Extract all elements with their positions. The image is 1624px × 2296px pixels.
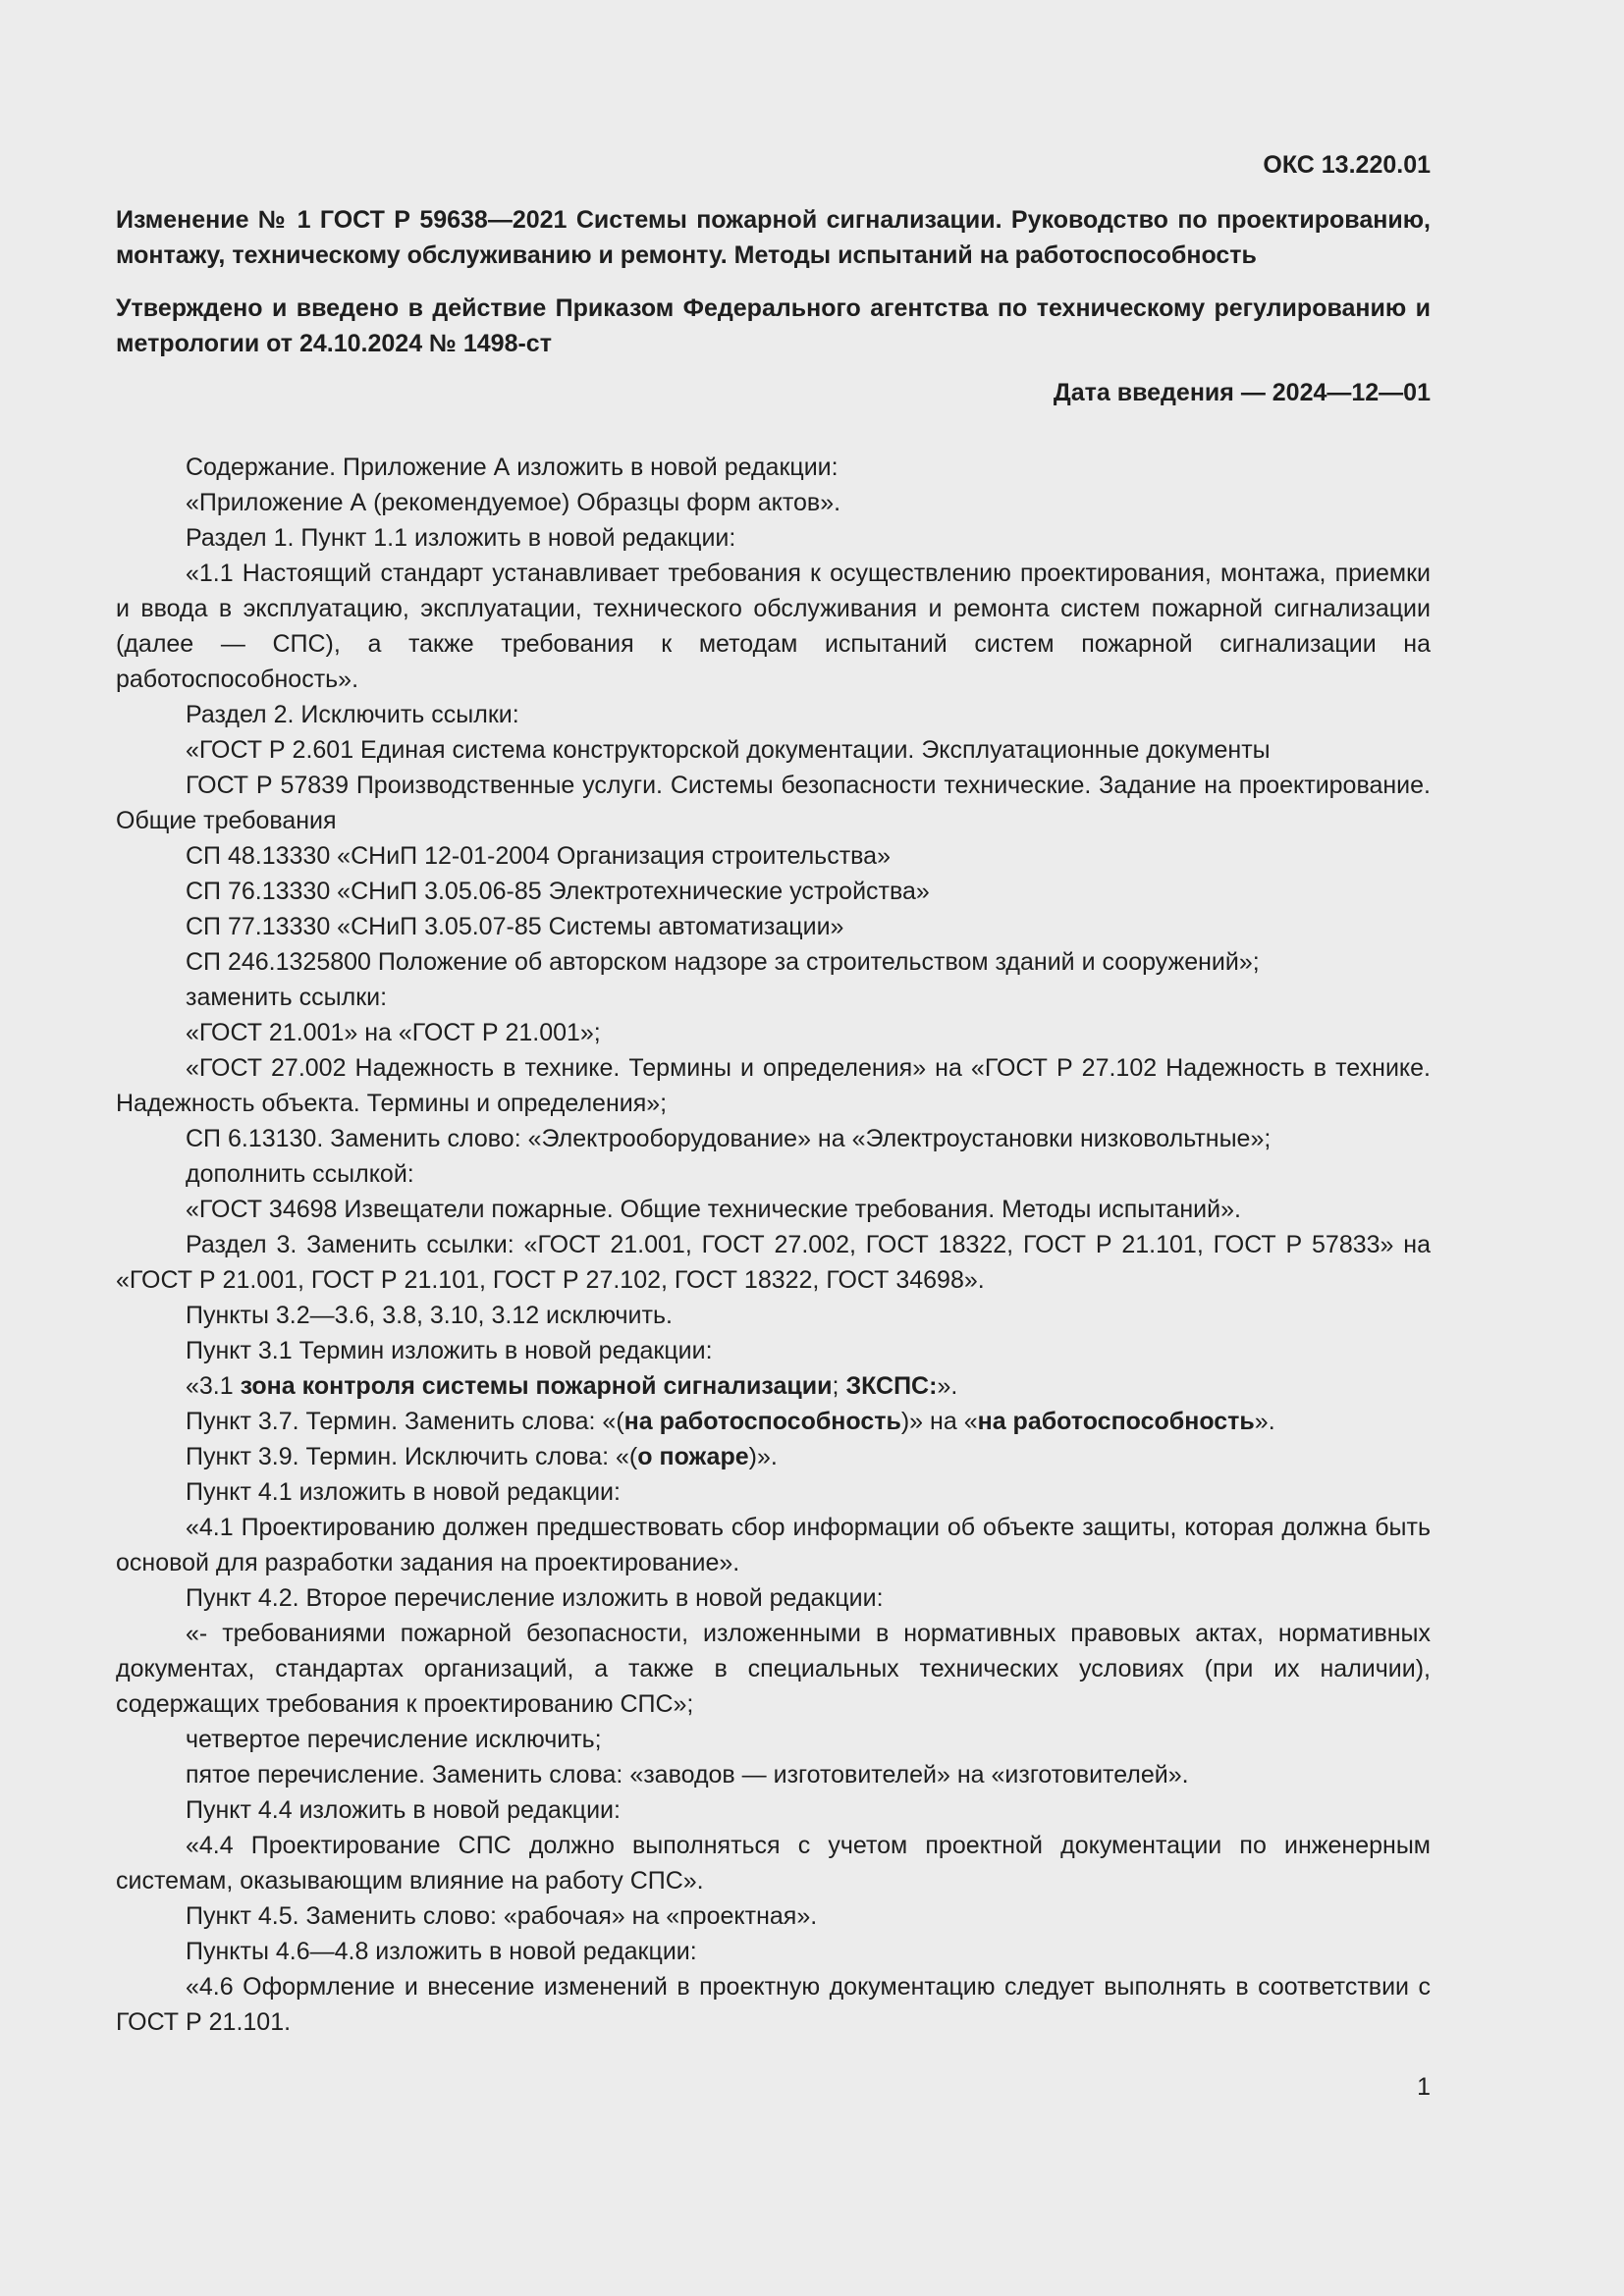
bold-text: о пожаре — [637, 1443, 749, 1470]
paragraph: Пункт 4.2. Второе перечисление изложить в новой редакции: — [186, 1584, 884, 1612]
paragraph: Пункт 4.4 изложить в новой редакции: — [186, 1796, 621, 1824]
paragraph: «4.4 Проектирование СПС должно выполняться с учетом проектной документации по инженерным системам, оказывающим влияние на работу СПС». — [116, 1832, 1431, 1895]
text-run: )» на « — [900, 1408, 978, 1435]
paragraph: Пункты 3.2—3.6, 3.8, 3.10, 3.12 исключить. — [186, 1302, 673, 1329]
paragraph: «4.1 Проектированию должен предшествовать сбор информации об объекте защиты, которая должна быть основой для разработки задания на проектирование». — [116, 1514, 1431, 1576]
effective-date: Дата введения — 2024—12—01 — [1053, 379, 1431, 406]
paragraph-term-3-1 — [116, 1368, 1431, 1404]
paragraph: СП 6.13130. Заменить слово: «Электрооборудование» на «Электроустановки низковольтные»; — [186, 1125, 1272, 1152]
paragraph: СП 76.13330 «СНиП 3.05.06-85 Электротехнические устройства» — [186, 878, 930, 905]
text-run: ». — [1254, 1408, 1275, 1435]
text-run: )». — [748, 1443, 778, 1470]
paragraph: Содержание. Приложение А изложить в новой редакции: — [186, 454, 839, 481]
oks-code: ОКС 13.220.01 — [1263, 151, 1431, 179]
term-bold: зона контроля системы пожарной сигнализации — [240, 1372, 833, 1400]
paragraph: «ГОСТ 27.002 Надежность в технике. Термины и определения» на «ГОСТ Р 27.102 Надежность в технике. Надежность объекта. Термины и определения»; — [116, 1054, 1431, 1117]
paragraph: Пункты 4.6—4.8 изложить в новой редакции: — [186, 1938, 697, 1965]
paragraph: Пункт 4.5. Заменить слово: «рабочая» на «проектная». — [186, 1902, 818, 1930]
bold-text: на работоспособность — [623, 1408, 901, 1435]
paragraph: пятое перечисление. Заменить слова: «заводов — изготовителей» на «изготовителей». — [186, 1761, 1189, 1789]
paragraph: «1.1 Настоящий стандарт устанавливает требования к осуществлению проектирования, монтажа, приемки и ввода в эксплуатацию, эксплуатации, технического обслуживания и ремонта систем пожарной сигнализации (далее — СПС), а также требования к методам испытаний систем пожарной сигнализации на работоспособность». — [116, 560, 1431, 693]
paragraph: СП 77.13330 «СНиП 3.05.07-85 Системы автоматизации» — [186, 913, 844, 940]
text-run: «3.1 — [186, 1372, 241, 1400]
paragraph: СП 48.13330 «СНиП 12-01-2004 Организация строительства» — [186, 842, 891, 870]
abbreviation-bold: ЗКСПС: — [845, 1372, 938, 1400]
paragraph: Пункт 3.1 Термин изложить в новой редакции: — [186, 1337, 713, 1364]
text-run: ; — [832, 1372, 846, 1400]
page-number: 1 — [1417, 2073, 1431, 2101]
paragraph: дополнить ссылкой: — [186, 1160, 414, 1188]
paragraph: «Приложение А (рекомендуемое) Образцы форм актов». — [186, 489, 841, 516]
paragraph: Раздел 3. Заменить ссылки: «ГОСТ 21.001, ГОСТ 27.002, ГОСТ 18322, ГОСТ Р 21.101, ГОСТ Р 57833» на «ГОСТ Р 21.001, ГОСТ Р 21.101, ГОСТ Р 27.102, ГОСТ 18322, ГОСТ 34698». — [116, 1231, 1431, 1294]
approval-statement: Утверждено и введено в действие Приказом Федерального агентства по техническому регулированию и метрологии от 24.10.2024 № 1498-ст — [116, 294, 1431, 357]
document-title: Изменение № 1 ГОСТ Р 59638—2021 Системы пожарной сигнализации. Руководство по проектированию, монтажу, техническому обслуживанию и ремонту. Методы испытаний на работоспособность — [116, 206, 1431, 269]
text-run: Пункт 3.7. Термин. Заменить слова: «( — [186, 1408, 624, 1435]
paragraph: «4.6 Оформление и внесение изменений в проектную документацию следует выполнять в соответствии с ГОСТ Р 21.101. — [116, 1973, 1431, 2036]
paragraph: СП 246.1325800 Положение об авторском надзоре за строительством зданий и сооружений»; — [186, 948, 1260, 976]
paragraph: четвертое перечисление исключить; — [186, 1726, 602, 1753]
paragraph: «ГОСТ Р 2.601 Единая система конструкторской документации. Эксплуатационные документы — [186, 736, 1271, 764]
paragraph: «ГОСТ 34698 Извещатели пожарные. Общие технические требования. Методы испытаний». — [186, 1196, 1241, 1223]
paragraph: Раздел 1. Пункт 1.1 изложить в новой редакции: — [186, 524, 736, 552]
text-run: ». — [937, 1372, 958, 1400]
paragraph: Пункт 4.1 изложить в новой редакции: — [186, 1478, 621, 1506]
document-body — [116, 450, 1431, 2040]
paragraph: Раздел 2. Исключить ссылки: — [186, 701, 519, 728]
paragraph: заменить ссылки: — [186, 984, 388, 1011]
paragraph: «ГОСТ 21.001» на «ГОСТ Р 21.001»; — [186, 1019, 601, 1046]
paragraph-term-3-9 — [116, 1439, 1431, 1474]
paragraph-term-3-7 — [116, 1404, 1431, 1439]
bold-text: на работоспособность — [977, 1408, 1255, 1435]
paragraph: ГОСТ Р 57839 Производственные услуги. Системы безопасности технические. Задание на проектирование. Общие требования — [116, 772, 1431, 834]
paragraph: «- требованиями пожарной безопасности, изложенными в нормативных правовых актах, нормативных документах, стандартах организаций, а также в специальных технических условиях (при их наличии), содержащих требования к проектированию СПС»; — [116, 1620, 1431, 1718]
text-run: Пункт 3.9. Термин. Исключить слова: «( — [186, 1443, 638, 1470]
